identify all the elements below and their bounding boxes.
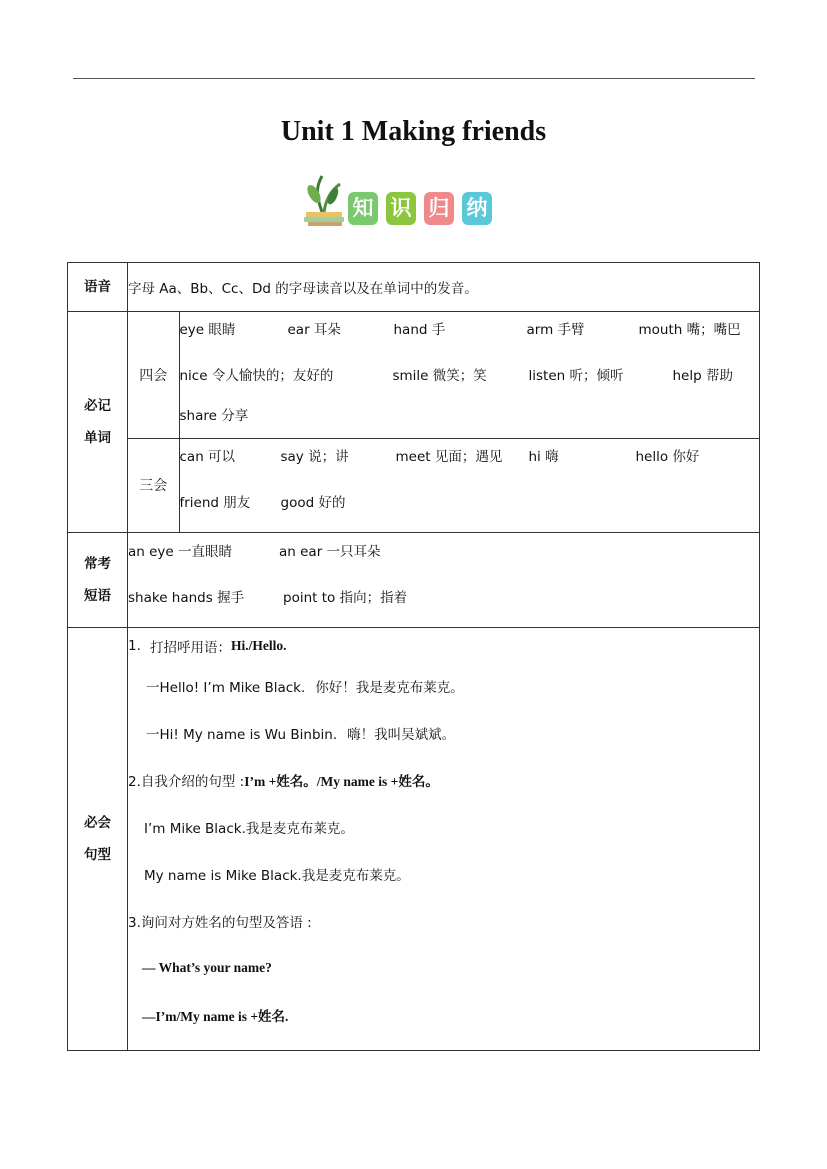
vocab-three-line-1	[180, 439, 760, 471]
word: hello 你好	[635, 448, 700, 465]
section-banner	[300, 172, 500, 230]
phrase: an ear 一只耳朵	[279, 544, 381, 560]
word: nice 令人愉快的；友好的	[179, 368, 334, 384]
word: say 说；讲	[280, 448, 349, 465]
word: help 帮助	[672, 368, 733, 384]
vocab-four-line-3	[180, 404, 760, 424]
word: friend 朋友	[179, 494, 251, 511]
row-vocab	[68, 312, 760, 533]
vocab-four-line-2	[180, 344, 760, 404]
pronunciation-text: 字母 Aa、Bb、Cc、Dd 的字母读音以及在单词中的发音。	[128, 281, 478, 297]
sentence-1-example-1: 一Hello! I’m Mike Black. 你好！我是麦克布莱克。	[146, 679, 464, 696]
sentence-1-heading: 1. 打招呼用语： Hi./Hello.	[128, 638, 287, 656]
label-three-skills: 三会	[128, 438, 179, 532]
word: hi 嗨	[528, 448, 559, 465]
sentence-2-example-1: I’m Mike Black.我是麦克布莱克。	[144, 820, 354, 837]
sentence-3-heading: 3.询问对方姓名的句型及答语 :	[128, 914, 312, 931]
row-pronunciation	[68, 263, 760, 312]
sentence-1-example-2: 一Hi! My name is Wu Binbin. 嗨！我叫吴斌斌。	[146, 726, 456, 743]
word: meet 见面；遇见	[395, 448, 503, 465]
knowledge-table	[67, 262, 760, 1051]
phrase: point to 指向；指着	[283, 590, 408, 606]
banner-char-4: 纳	[462, 192, 492, 225]
banner-char-1: 知	[348, 192, 378, 225]
label-pronunciation: 语音	[68, 263, 128, 312]
vocab-three-line-2	[180, 471, 760, 531]
word: can 可以	[179, 448, 236, 465]
word: good 好的	[280, 494, 346, 511]
sentence-2-example-2: My name is Mike Black.我是麦克布莱克。	[144, 867, 410, 884]
word: ear 耳朵	[287, 322, 341, 338]
row-phrases	[68, 533, 760, 628]
word: hand 手	[393, 322, 446, 338]
sentence-3-question: — What’s your name?	[142, 959, 272, 975]
word: smile 微笑；笑	[392, 368, 487, 384]
sentence-2-heading: 2.自我介绍的句型 : I’m +姓名。/My name is +姓名。	[128, 773, 439, 790]
word: share 分享	[179, 408, 249, 424]
page-title: Unit 1 Making friends	[280, 116, 547, 147]
label-vocab: 必记 单词	[68, 312, 128, 533]
phrases-line-1	[128, 533, 759, 567]
banner-char-3: 归	[424, 192, 454, 225]
vocab-four-line-1	[180, 312, 760, 344]
word: arm 手臂	[526, 322, 585, 338]
plant-books-icon	[300, 172, 352, 228]
word: eye 眼睛	[179, 322, 236, 338]
label-four-skills: 四会	[128, 312, 179, 438]
vocab-subtable	[128, 312, 759, 532]
word: mouth 嘴；嘴巴	[638, 322, 741, 338]
label-sentences: 必会 句型	[68, 628, 128, 1051]
phrase: shake hands 握手	[128, 590, 245, 606]
sentence-3-answer: —I’m/My name is +姓名.	[142, 1008, 289, 1024]
phrase: an eye 一直眼睛	[128, 544, 233, 560]
header-rule	[73, 78, 755, 79]
row-sentences	[68, 628, 760, 1051]
banner-char-2: 识	[386, 192, 416, 225]
phrases-line-2	[128, 567, 759, 625]
word: listen 听；倾听	[528, 368, 624, 384]
label-phrases: 常考 短语	[68, 533, 128, 628]
